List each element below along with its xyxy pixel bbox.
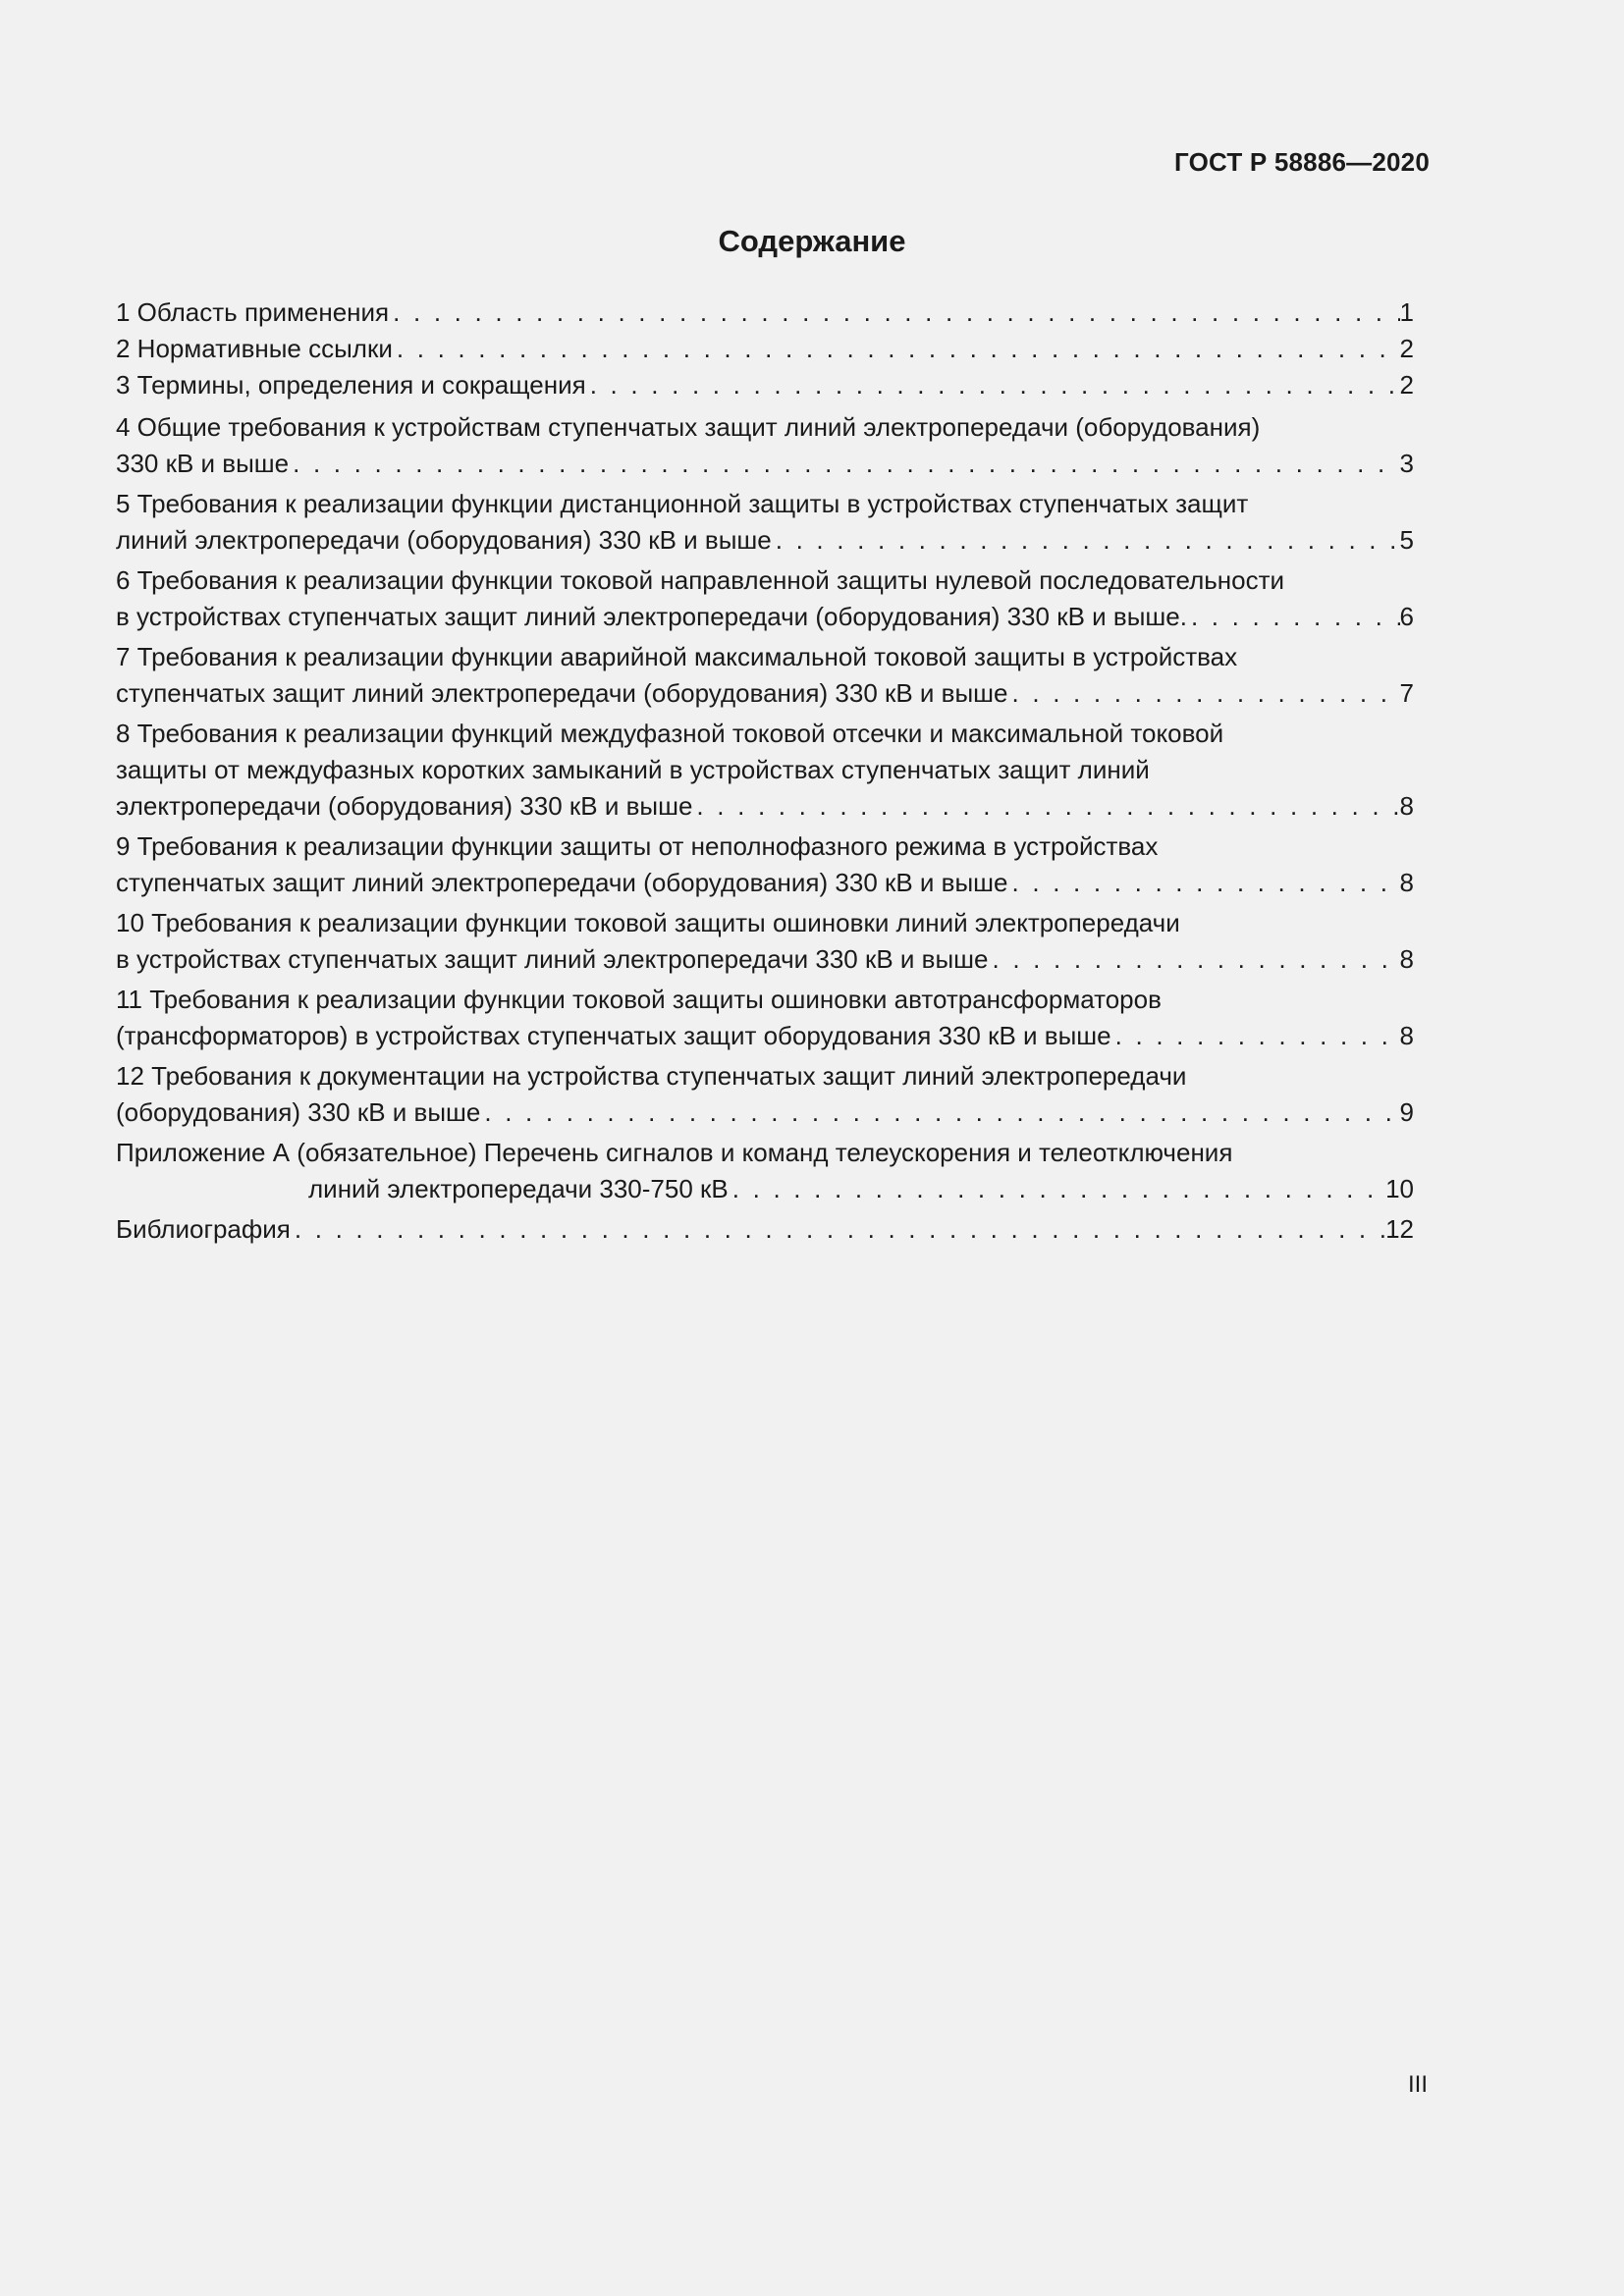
- toc-leader-dots: [397, 331, 1400, 367]
- toc-page-number: 7: [1399, 678, 1414, 708]
- toc-entry-title: электропередачи (оборудования) 330 кВ и выше: [116, 791, 693, 821]
- toc-leader-dots: [1012, 675, 1400, 712]
- toc-entry-title: 3 Термины, определения и сокращения: [116, 370, 586, 400]
- toc-page-number: 10: [1385, 1174, 1414, 1203]
- toc-entry-line: 9 Требования к реализации функции защиты от неполнофазного режима в устройствах: [116, 831, 1159, 861]
- toc-entry[interactable]: [116, 716, 1414, 825]
- toc-leader-dots: [293, 446, 1399, 482]
- toc-entry[interactable]: [116, 639, 1414, 712]
- toc-leader-dots: [1115, 1018, 1400, 1054]
- toc-leader-dots: [590, 367, 1400, 403]
- toc-entry-title: линий электропередачи 330-750 кВ: [308, 1174, 729, 1203]
- toc-page-number: 3: [1399, 449, 1414, 478]
- toc-page-number: 2: [1399, 370, 1414, 400]
- toc-entry-title: 1 Область применения: [116, 297, 390, 327]
- toc-leader-dots: [1191, 599, 1400, 635]
- toc-page-number: 5: [1399, 525, 1414, 555]
- toc-page-number: 8: [1399, 1021, 1414, 1050]
- toc-entry-title: ступенчатых защит линий электропередачи (оборудования) 330 кВ и выше: [116, 678, 1008, 708]
- toc-entry[interactable]: [116, 1211, 1414, 1248]
- toc-entry-title: в устройствах ступенчатых защит линий электропередачи (оборудования) 330 кВ и выше.: [116, 602, 1187, 631]
- toc-entry-line: 11 Требования к реализации функции токовой защиты ошиновки автотрансформаторов: [116, 985, 1162, 1014]
- toc-entry[interactable]: [116, 331, 1414, 367]
- toc-title: Содержание: [718, 224, 906, 258]
- toc-page-number: 8: [1399, 791, 1414, 821]
- toc-leader-dots: [1012, 865, 1400, 901]
- toc-leader-dots: [732, 1171, 1385, 1207]
- toc-entry[interactable]: [116, 409, 1414, 482]
- toc-page-number: 8: [1399, 868, 1414, 897]
- toc-entry-line: Приложение А (обязательное) Перечень сигналов и команд телеускорения и телеотключения: [116, 1138, 1233, 1167]
- toc-entry-line: 4 Общие требования к устройствам ступенчатых защит линий электропередачи (оборудования): [116, 412, 1261, 442]
- toc-entry[interactable]: [116, 905, 1414, 978]
- toc-entry-title: Библиография: [116, 1214, 291, 1244]
- page-number: III: [1407, 2071, 1428, 2098]
- toc-entry-title: линий электропередачи (оборудования) 330 кВ и выше: [116, 525, 772, 555]
- toc-entry-title: в устройствах ступенчатых защит линий электропередачи 330 кВ и выше: [116, 944, 989, 974]
- toc-entry[interactable]: [116, 1135, 1414, 1207]
- toc-leader-dots: [992, 941, 1399, 978]
- toc-entry-title: ступенчатых защит линий электропередачи (оборудования) 330 кВ и выше: [116, 868, 1008, 897]
- toc-entry-title: (оборудования) 330 кВ и выше: [116, 1097, 481, 1127]
- toc-entry-title: 2 Нормативные ссылки: [116, 334, 393, 363]
- document-code: ГОСТ Р 58886—2020: [1174, 147, 1430, 177]
- toc-page-number: 9: [1399, 1097, 1414, 1127]
- toc-page-number: 1: [1399, 297, 1414, 327]
- toc-page-number: 2: [1399, 334, 1414, 363]
- toc-page-number: 6: [1399, 602, 1414, 631]
- toc-leader-dots: [776, 522, 1400, 559]
- toc-entry[interactable]: [116, 294, 1414, 331]
- toc-page-number: 12: [1385, 1214, 1414, 1244]
- toc-leader-dots: [295, 1211, 1385, 1248]
- toc-entry-title: 330 кВ и выше: [116, 449, 290, 478]
- toc-entry-line: 6 Требования к реализации функции токовой направленной защиты нулевой последовательности: [116, 565, 1285, 595]
- table-of-contents: [116, 294, 1414, 1248]
- toc-leader-dots: [484, 1095, 1399, 1131]
- toc-entry[interactable]: [116, 367, 1414, 403]
- toc-entry-line: 12 Требования к документации на устройства ступенчатых защит линий электропередачи: [116, 1061, 1187, 1091]
- toc-page-number: 8: [1399, 944, 1414, 974]
- toc-entry[interactable]: [116, 828, 1414, 901]
- toc-entry-title: (трансформаторов) в устройствах ступенчатых защит оборудования 330 кВ и выше: [116, 1021, 1111, 1050]
- toc-entry[interactable]: [116, 1058, 1414, 1131]
- toc-entry-line: 5 Требования к реализации функции дистанционной защиты в устройствах ступенчатых защит: [116, 489, 1249, 518]
- toc-entry[interactable]: [116, 562, 1414, 635]
- toc-entry-line: защиты от междуфазных коротких замыканий в устройствах ступенчатых защит линий: [116, 755, 1150, 784]
- toc-entry-line: 10 Требования к реализации функции токовой защиты ошиновки линий электропередачи: [116, 908, 1180, 937]
- toc-entry[interactable]: [116, 486, 1414, 559]
- toc-leader-dots: [696, 788, 1399, 825]
- toc-entry[interactable]: [116, 982, 1414, 1054]
- toc-leader-dots: [393, 294, 1399, 331]
- toc-entry-line: 8 Требования к реализации функций междуфазной токовой отсечки и максимальной токовой: [116, 719, 1224, 748]
- toc-entry-line: 7 Требования к реализации функции аварийной максимальной токовой защиты в устройствах: [116, 642, 1238, 671]
